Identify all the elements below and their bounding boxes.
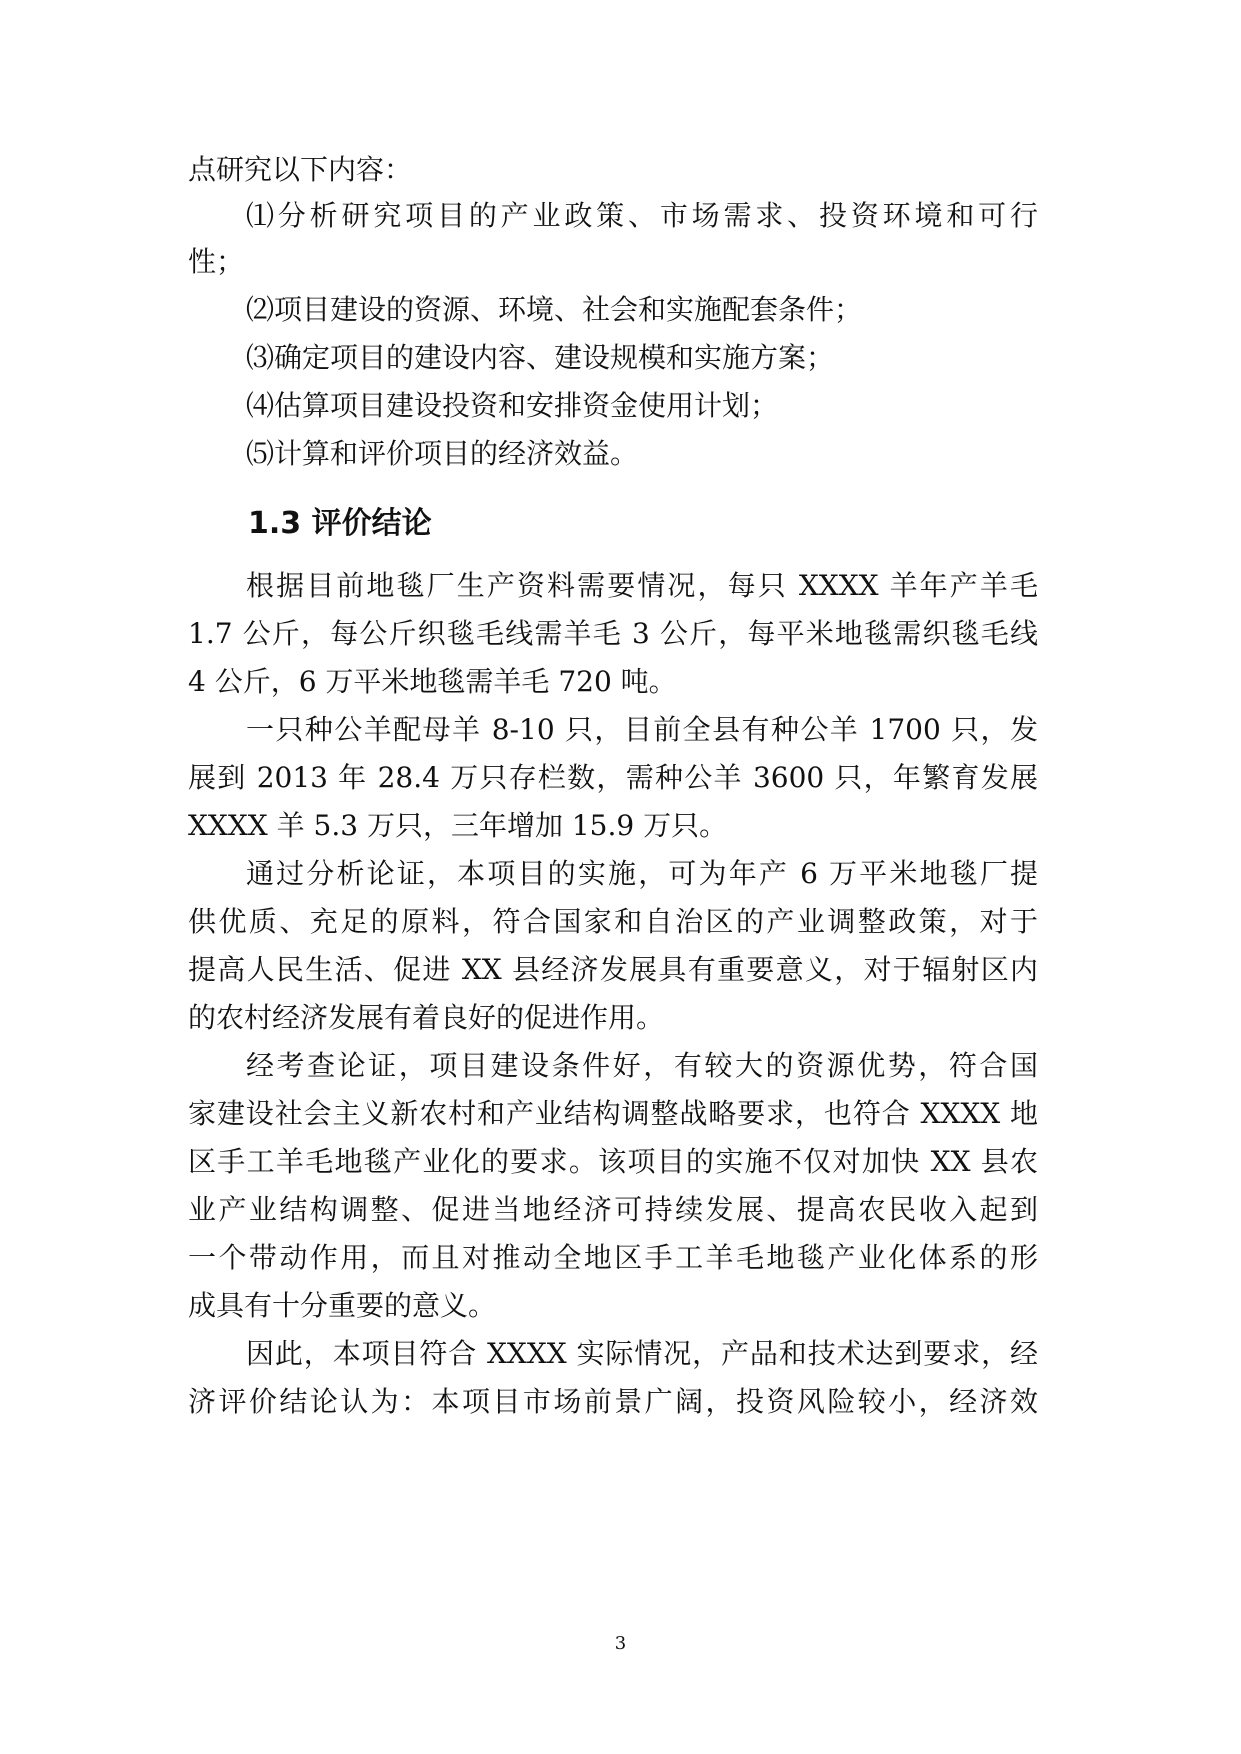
- page-number: 3: [614, 1633, 627, 1654]
- list-item: ⑵项目建设的资源、环境、社会和实施配套条件；: [246, 293, 863, 326]
- paragraph-line: 业产业结构调整、促进当地经济可持续发展、提高农民收入起到: [188, 1193, 1038, 1226]
- list-item: ⑴分析研究项目的产业政策、市场需求、投资环境和可行: [246, 199, 1038, 232]
- paragraph-line: 1.7 公斤，每公斤织毯毛线需羊毛 3 公斤，每平米地毯需织毯毛线: [188, 617, 1038, 650]
- text-line: 点研究以下内容：: [188, 153, 413, 186]
- paragraph-line: 经考查论证，项目建设条件好，有较大的资源优势，符合国: [246, 1049, 1038, 1082]
- paragraph-line: 通过分析论证，本项目的实施，可为年产 6 万平米地毯厂提: [246, 857, 1038, 890]
- paragraph-line: 成具有十分重要的意义。: [188, 1289, 497, 1322]
- paragraph-line: 济评价结论认为：本项目市场前景广阔，投资风险较小，经济效: [188, 1385, 1038, 1418]
- paragraph-line: 因此，本项目符合 XXXX 实际情况，产品和技术达到要求，经: [246, 1337, 1038, 1370]
- list-item: ⑸计算和评价项目的经济效益。: [246, 437, 639, 470]
- list-item: ⑷估算项目建设投资和安排资金使用计划；: [246, 389, 779, 422]
- paragraph-line: 家建设社会主义新农村和产业结构调整战略要求，也符合 XXXX 地: [188, 1097, 1038, 1130]
- paragraph-line: 根据目前地毯厂生产资料需要情况，每只 XXXX 羊年产羊毛: [246, 569, 1038, 602]
- text-line: 性；: [188, 245, 245, 278]
- paragraph-line: 4 公斤，6 万平米地毯需羊毛 720 吨。: [188, 665, 677, 698]
- paragraph-line: 一个带动作用，而且对推动全地区手工羊毛地毯产业化体系的形: [188, 1241, 1038, 1274]
- list-item: ⑶确定项目的建设内容、建设规模和实施方案；: [246, 341, 835, 374]
- section-heading: 1.3 评价结论: [248, 506, 432, 541]
- paragraph-line: 供优质、充足的原料，符合国家和自治区的产业调整政策，对于: [188, 905, 1038, 938]
- paragraph-line: 区手工羊毛地毯产业化的要求。该项目的实施不仅对加快 XX 县农: [188, 1145, 1038, 1178]
- paragraph-line: 展到 2013 年 28.4 万只存栏数，需种公羊 3600 只，年繁育发展: [188, 761, 1038, 794]
- paragraph-line: 一只种公羊配母羊 8-10 只，目前全县有种公羊 1700 只，发: [246, 713, 1038, 746]
- paragraph-line: 提高人民生活、促进 XX 县经济发展具有重要意义，对于辐射区内: [188, 953, 1038, 986]
- paragraph-line: 的农村经济发展有着良好的促进作用。: [188, 1001, 665, 1034]
- paragraph-line: XXXX 羊 5.3 万只，三年增加 15.9 万只。: [188, 809, 728, 842]
